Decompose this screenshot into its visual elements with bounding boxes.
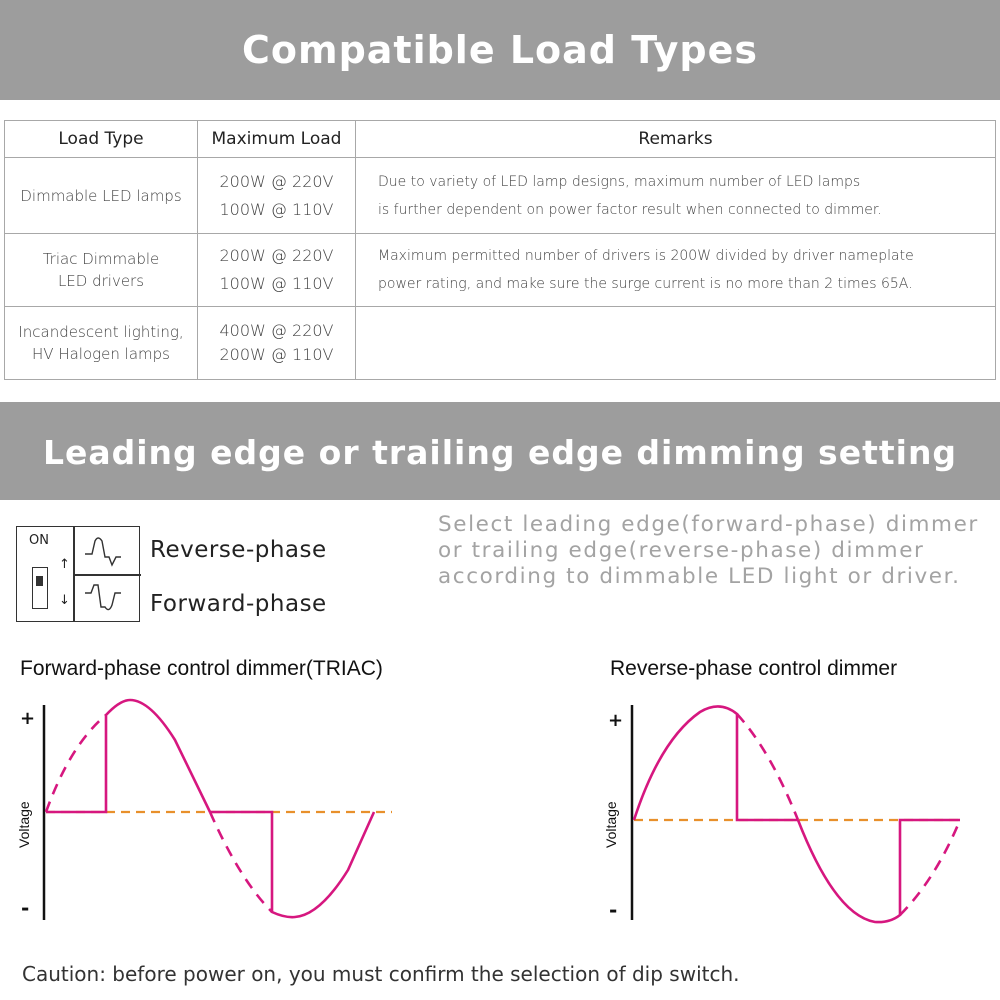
remark-text: Due to variety of LED lamp designs, maximum number of LED lamps [378,173,861,190]
reverse-phase-chart [603,705,962,922]
minus-sign: - [609,898,618,922]
remark-text: is further dependent on power factor result when connected to dimmer. [378,201,882,218]
header-load-type: Load Type [5,121,198,158]
remark-text: power rating, and make sure the surge current is no more than 2 times 65A. [378,276,913,292]
load-type-text: Incandescent lighting, [18,323,184,341]
load-value: 400W @ 220V [219,321,334,340]
banner-dimming-setting: Leading edge or trailing edge dimming setting [0,402,1000,500]
plus-sign: + [608,710,624,731]
voltage-axis-label: Voltage [603,801,619,848]
banner-compatible-load-types: Compatible Load Types [0,0,1000,100]
forward-phase-chart-title: Forward-phase control dimmer(TRIAC) [20,657,383,680]
remark-text: Maximum permitted number of drivers is 200W divided by driver nameplate [378,248,914,264]
minus-sign: - [21,896,30,920]
wave-dashed-segment [737,714,798,820]
arrow-down-icon: ↓ [59,593,70,608]
reverse-phase-chart-title: Reverse-phase control dimmer [610,657,898,680]
header-remarks: Remarks [356,121,996,158]
wave-dashed-segment [210,812,272,912]
wave-solid-segment [210,812,374,917]
wave-dashed-segment [900,820,960,915]
wave-solid-segment [798,820,960,922]
voltage-axis-label: Voltage [16,801,32,848]
load-value: 200W @ 110V [219,345,334,364]
load-value: 200W @ 220V [219,246,334,265]
wave-dashed-segment [46,715,106,812]
dimmer-selection-note: Select leading edge(forward-phase) dimmer or trailing edge(reverse-phase) dimmer according to dimmable LED light or driver. [438,512,979,589]
caution-text: Caution: before power on, you must confirm the selection of dip switch. [22,962,740,986]
load-type-text: LED drivers [57,272,145,290]
load-type-text: Triac Dimmable [42,250,160,268]
wave-solid-segment [634,706,798,820]
load-type-text: HV Halogen lamps [32,345,170,363]
load-value: 100W @ 110V [219,274,334,293]
plus-sign: + [20,708,36,729]
forward-phase-chart [16,700,392,920]
header-maximum-load: Maximum Load [198,121,356,158]
load-value: 100W @ 110V [219,199,334,219]
load-value: 200W @ 220V [219,171,334,191]
load-type-text: Dimmable LED lamps [20,186,182,205]
arrow-up-icon: ↑ [59,557,70,572]
reverse-phase-label: Reverse-phase [150,537,327,563]
forward-phase-label: Forward-phase [150,591,327,617]
dip-on-label: ON [29,533,49,548]
